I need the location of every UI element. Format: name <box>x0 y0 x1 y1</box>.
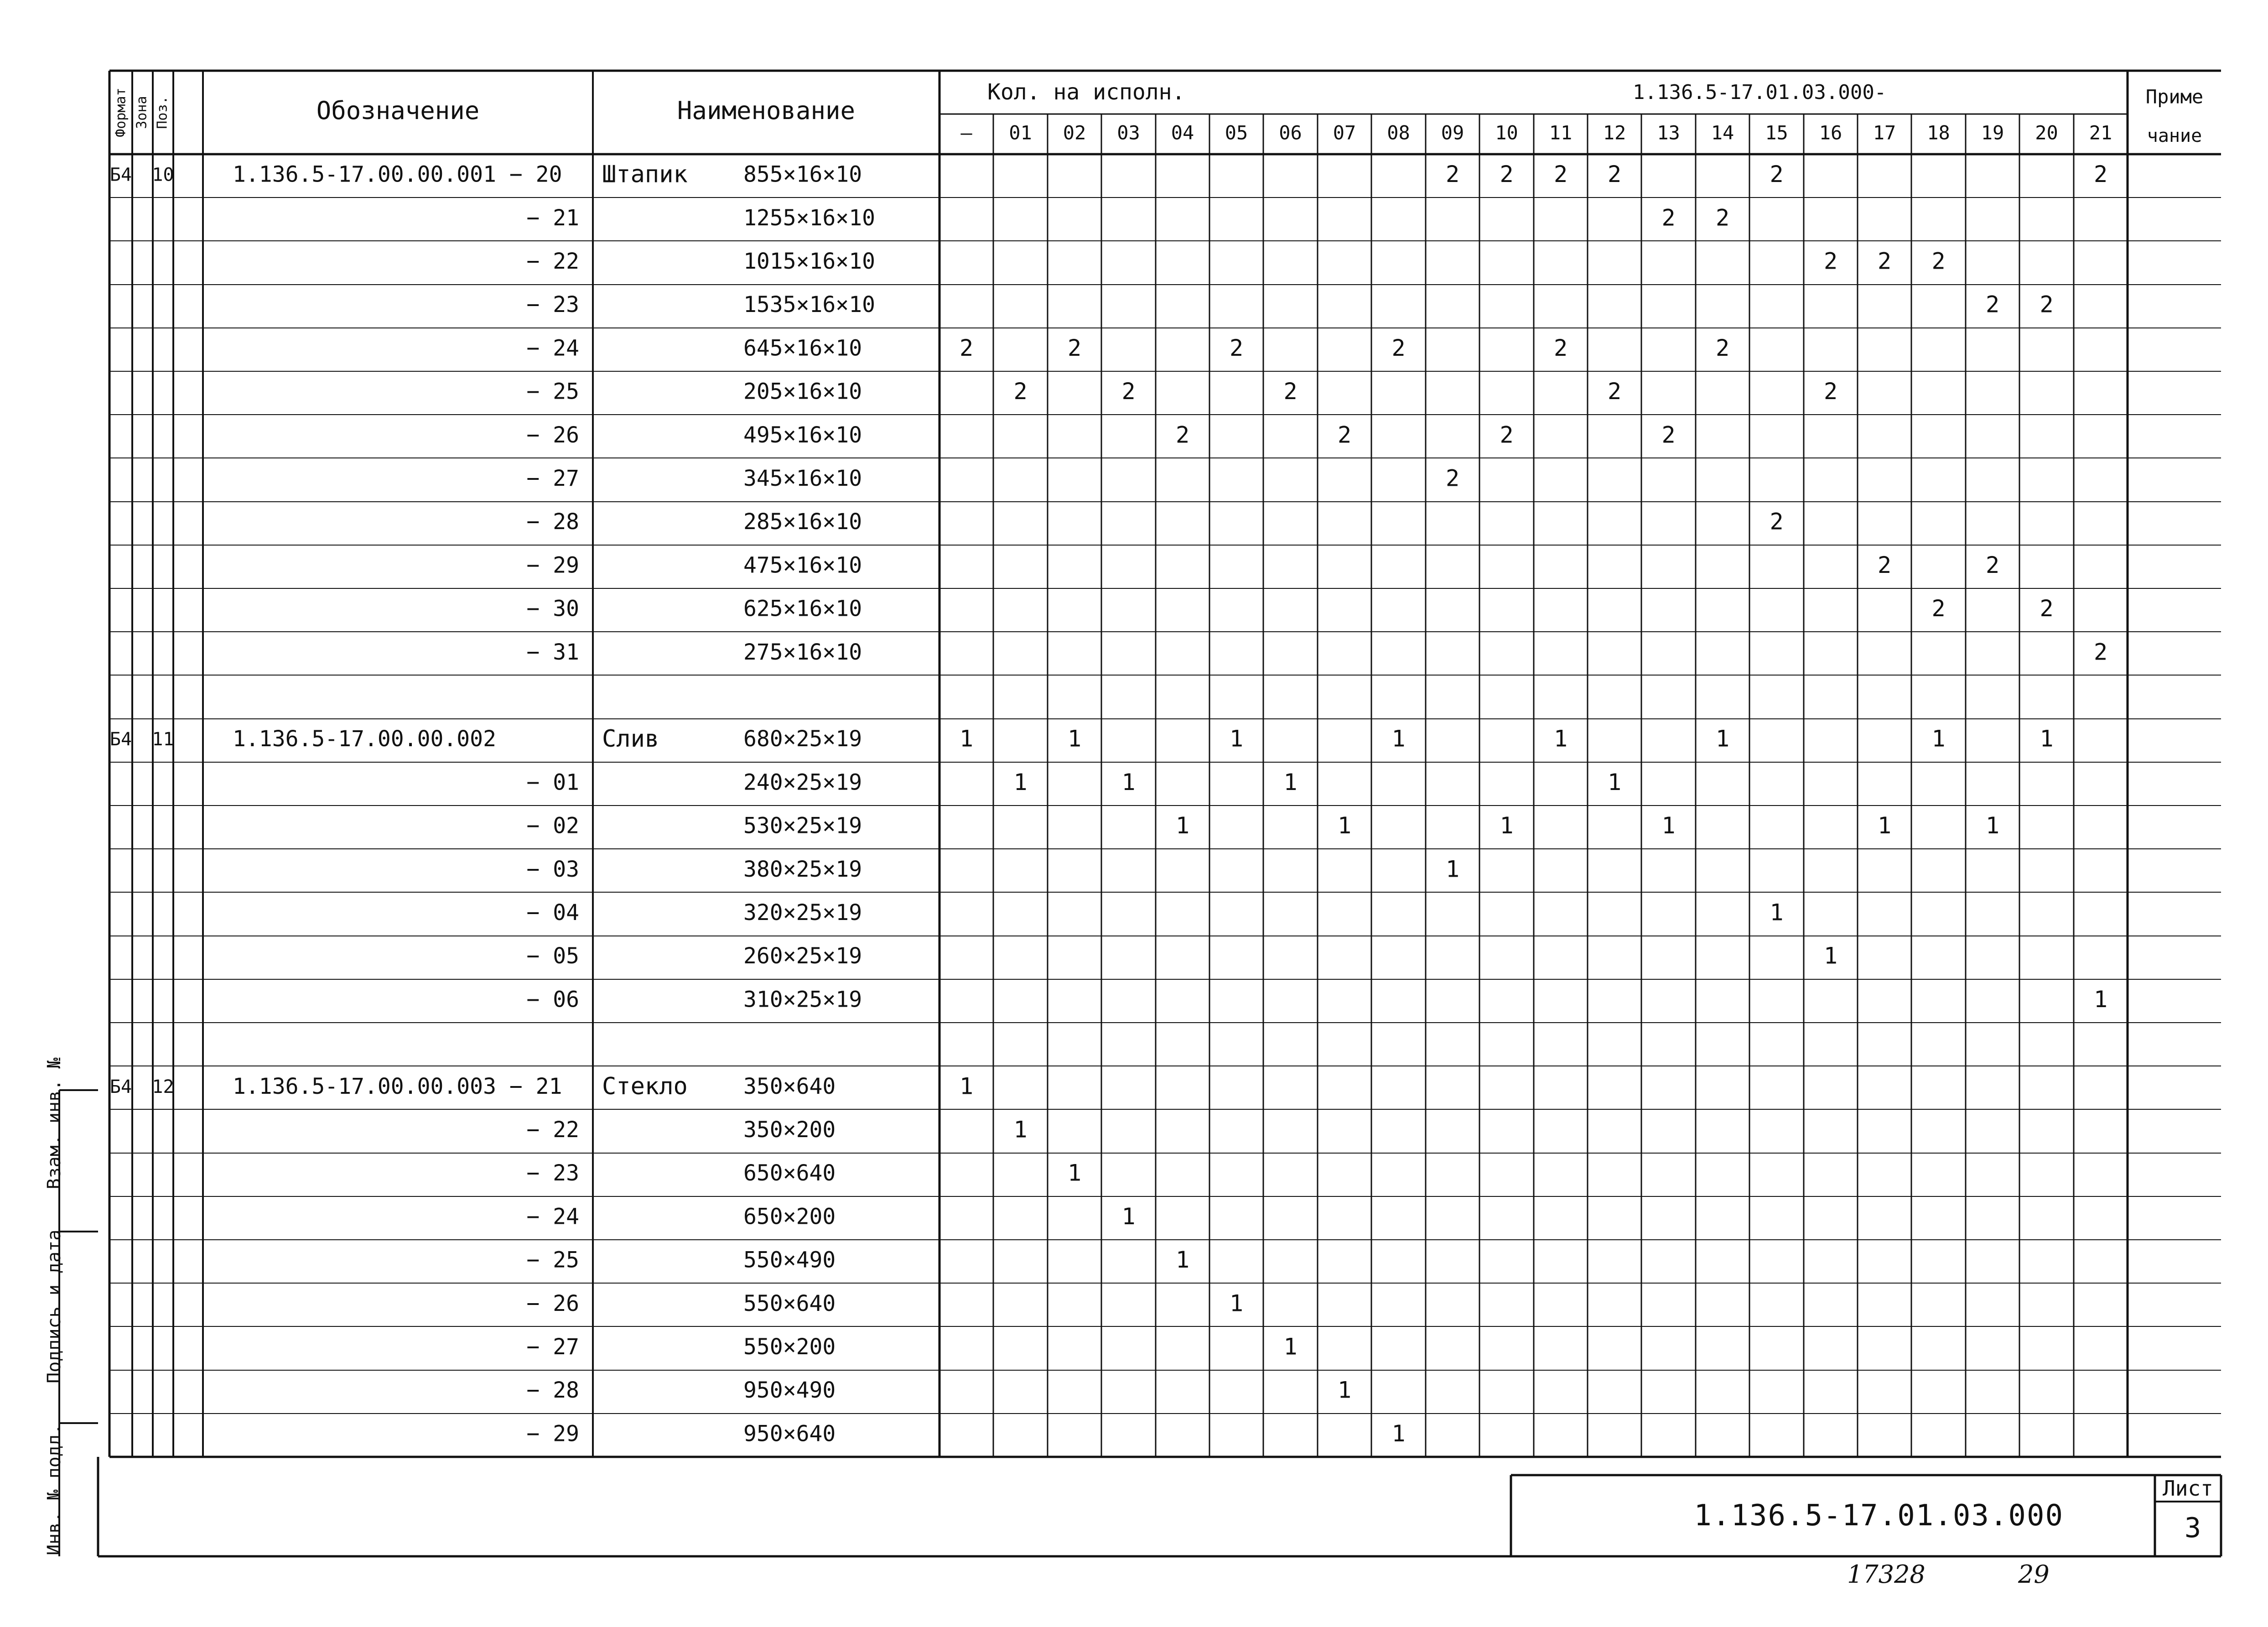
qty-value: 1 <box>1337 1377 1352 1403</box>
document-code: 1.136.5-17.01.03.000 <box>1694 1499 2064 1533</box>
qty-value: 2 <box>1877 551 1892 578</box>
variant-header: 05 <box>1225 121 1248 144</box>
qty-value: 2 <box>1607 378 1622 405</box>
row-pos: 11 <box>152 729 174 750</box>
row-size: 285×16×10 <box>743 509 862 535</box>
header-designation: Обозначение <box>316 96 480 125</box>
qty-value: 1 <box>1553 725 1568 752</box>
variant-header: 03 <box>1117 121 1140 144</box>
qty-value: 2 <box>1985 291 2000 318</box>
variant-header: 04 <box>1171 121 1194 144</box>
row-designation: − 25 <box>526 1247 579 1273</box>
variant-header: 13 <box>1657 121 1680 144</box>
qty-value: 2 <box>1553 161 1568 188</box>
sheet-number: 3 <box>2185 1512 2201 1544</box>
row-designation: − 06 <box>526 987 579 1013</box>
qty-value: 1 <box>1661 812 1676 839</box>
qty-value: 2 <box>1715 204 1730 231</box>
qty-value: 1 <box>1770 899 1784 926</box>
variant-header: 17 <box>1873 121 1896 144</box>
qty-value: 1 <box>1121 1203 1136 1230</box>
row-designation: − 23 <box>526 1160 579 1186</box>
variant-header: 12 <box>1603 121 1626 144</box>
row-designation: − 30 <box>526 596 579 622</box>
side-label-inv-dup: Взам. инв. № <box>44 1057 65 1190</box>
qty-value: 2 <box>1823 378 1838 405</box>
handwritten-inventory-number: 17328 <box>1847 1560 1925 1589</box>
side-label-inv-orig: Инв. № подл. <box>44 1424 65 1555</box>
qty-value: 2 <box>1823 248 1838 275</box>
row-pos: 10 <box>152 164 174 186</box>
row-size: 320×25×19 <box>743 900 862 925</box>
qty-value: 2 <box>1607 161 1622 188</box>
sheet-label: Лист <box>2163 1476 2213 1501</box>
qty-value: 1 <box>2040 725 2054 752</box>
qty-value: 2 <box>1067 334 1082 361</box>
qty-value: 1 <box>1391 725 1406 752</box>
qty-value: 2 <box>1931 595 1946 622</box>
row-size: 1015×16×10 <box>743 249 875 274</box>
header-qty-title: Кол. на исполн. <box>987 79 1185 105</box>
row-size: 350×200 <box>743 1117 836 1143</box>
row-size: 240×25×19 <box>743 769 862 795</box>
row-format: Б4 <box>109 164 132 186</box>
qty-value: 1 <box>1229 725 1244 752</box>
row-designation: − 26 <box>526 422 579 448</box>
row-size: 625×16×10 <box>743 596 862 622</box>
row-pos: 12 <box>152 1076 174 1097</box>
qty-value: 2 <box>1553 334 1568 361</box>
row-designation: − 31 <box>526 639 579 665</box>
qty-value: 1 <box>1121 769 1136 795</box>
side-label-strip <box>44 1058 65 1556</box>
variant-header: 20 <box>2035 121 2058 144</box>
qty-value: 1 <box>1175 1247 1190 1274</box>
header-pos: Поз. <box>154 96 171 129</box>
qty-value: 2 <box>1445 161 1460 188</box>
row-designation: − 29 <box>526 552 579 578</box>
row-name: Слив <box>602 725 659 753</box>
variant-header: — <box>960 121 972 144</box>
header-format: Формат <box>113 88 129 137</box>
handwritten-page-number: 29 <box>2018 1560 2050 1589</box>
qty-value: 2 <box>1770 161 1784 188</box>
variant-header: 11 <box>1549 121 1573 144</box>
qty-value: 2 <box>1661 204 1676 231</box>
qty-value: 1 <box>1500 812 1514 839</box>
variant-header: 16 <box>1819 121 1842 144</box>
row-designation: − 21 <box>526 205 579 231</box>
row-designation: − 02 <box>526 813 579 839</box>
qty-value: 1 <box>1715 725 1730 752</box>
qty-value: 2 <box>2040 595 2054 622</box>
row-size: 855×16×10 <box>743 161 862 187</box>
row-size: 530×25×19 <box>743 813 862 839</box>
row-size: 650×200 <box>743 1204 836 1230</box>
variant-header: 14 <box>1711 121 1734 144</box>
qty-value: 1 <box>959 725 974 752</box>
qty-value: 2 <box>2093 639 2108 665</box>
row-designation: − 24 <box>526 1204 579 1230</box>
variant-header: 09 <box>1441 121 1464 144</box>
row-designation: − 25 <box>526 379 579 405</box>
row-format: Б4 <box>109 1076 132 1097</box>
row-size: 645×16×10 <box>743 335 862 361</box>
qty-value: 1 <box>1985 812 2000 839</box>
qty-value: 2 <box>1013 378 1028 405</box>
row-size: 350×640 <box>743 1073 836 1099</box>
row-size: 475×16×10 <box>743 552 862 578</box>
row-designation: − 22 <box>526 249 579 274</box>
row-size: 1535×16×10 <box>743 292 875 318</box>
row-designation: − 29 <box>526 1421 579 1447</box>
row-size: 345×16×10 <box>743 466 862 491</box>
row-designation: − 28 <box>526 509 579 535</box>
row-size: 260×25×19 <box>743 943 862 969</box>
qty-value: 2 <box>1121 378 1136 405</box>
qty-value: 2 <box>2040 291 2054 318</box>
qty-value: 2 <box>1877 248 1892 275</box>
row-designation: − 24 <box>526 335 579 361</box>
row-designation: − 23 <box>526 292 579 318</box>
row-name: Стекло <box>602 1072 688 1100</box>
variant-header: 07 <box>1333 121 1356 144</box>
qty-value: 2 <box>1445 465 1460 492</box>
variant-header: 18 <box>1927 121 1950 144</box>
qty-value: 1 <box>1013 769 1028 795</box>
qty-value: 1 <box>1391 1420 1406 1447</box>
qty-value: 2 <box>1770 508 1784 535</box>
variant-header: 10 <box>1495 121 1518 144</box>
row-size: 1255×16×10 <box>743 205 875 231</box>
qty-value: 1 <box>1877 812 1892 839</box>
variant-header: 21 <box>2089 121 2112 144</box>
row-size: 550×490 <box>743 1247 836 1273</box>
qty-value: 2 <box>1337 421 1352 448</box>
row-designation: − 26 <box>526 1290 579 1316</box>
qty-value: 1 <box>1067 1159 1082 1186</box>
qty-value: 2 <box>1391 334 1406 361</box>
qty-value: 1 <box>1445 856 1460 883</box>
row-designation: 1.136.5-17.00.00.003 − 21 <box>233 1073 562 1099</box>
variant-header: 08 <box>1387 121 1410 144</box>
qty-value: 1 <box>1283 769 1297 795</box>
row-designation: − 04 <box>526 900 579 925</box>
qty-value: 1 <box>1337 812 1352 839</box>
row-name: Штапик <box>602 161 688 188</box>
row-designation: − 03 <box>526 856 579 882</box>
header-name: Наименование <box>677 96 856 125</box>
qty-value: 1 <box>1607 769 1622 795</box>
row-size: 680×25×19 <box>743 726 862 752</box>
qty-value: 2 <box>1500 161 1514 188</box>
qty-value: 1 <box>1067 725 1082 752</box>
qty-value: 1 <box>1229 1290 1244 1317</box>
row-designation: 1.136.5-17.00.00.001 − 20 <box>233 161 562 187</box>
variant-header: 19 <box>1981 121 2004 144</box>
row-designation: − 01 <box>526 769 579 795</box>
qty-value: 2 <box>959 334 974 361</box>
qty-value: 1 <box>1823 942 1838 969</box>
variant-header: 02 <box>1063 121 1086 144</box>
variant-header: 15 <box>1765 121 1788 144</box>
qty-value: 2 <box>1985 551 2000 578</box>
qty-value: 2 <box>1283 378 1297 405</box>
variant-header: 06 <box>1279 121 1302 144</box>
qty-value: 1 <box>1931 725 1946 752</box>
qty-value: 2 <box>1715 334 1730 361</box>
row-designation: − 22 <box>526 1117 579 1143</box>
row-size: 275×16×10 <box>743 639 862 665</box>
row-size: 310×25×19 <box>743 987 862 1013</box>
row-designation: − 27 <box>526 1334 579 1360</box>
row-size: 550×640 <box>743 1290 836 1316</box>
variant-header: 01 <box>1009 121 1032 144</box>
row-size: 495×16×10 <box>743 422 862 448</box>
qty-value: 1 <box>1175 812 1190 839</box>
stamp-title-box <box>1511 1475 2155 1556</box>
qty-value: 1 <box>2093 986 2108 1013</box>
qty-value: 2 <box>2093 161 2108 188</box>
header-note-top: Приме <box>2145 85 2204 108</box>
row-designation: − 05 <box>526 943 579 969</box>
qty-value: 2 <box>1175 421 1190 448</box>
row-size: 550×200 <box>743 1334 836 1360</box>
row-format: Б4 <box>109 729 132 750</box>
row-size: 950×490 <box>743 1377 836 1403</box>
qty-value: 2 <box>1931 248 1946 275</box>
qty-value: 2 <box>1229 334 1244 361</box>
qty-value: 2 <box>1661 421 1676 448</box>
row-size: 380×25×19 <box>743 856 862 882</box>
qty-value: 1 <box>1283 1333 1297 1360</box>
row-size: 650×640 <box>743 1160 836 1186</box>
row-size: 205×16×10 <box>743 379 862 405</box>
header-qty-document: 1.136.5-17.01.03.000- <box>1633 81 1887 104</box>
qty-value: 1 <box>1013 1116 1028 1143</box>
header-note-bottom: чание <box>2147 125 2202 146</box>
side-label-sign-date: Подпись и дата <box>44 1229 65 1383</box>
qty-value: 1 <box>959 1073 974 1100</box>
row-designation: − 28 <box>526 1377 579 1403</box>
row-size: 950×640 <box>743 1421 836 1447</box>
qty-value: 2 <box>1500 421 1514 448</box>
row-designation: − 27 <box>526 466 579 491</box>
header-zone: Зона <box>134 96 150 129</box>
row-designation: 1.136.5-17.00.00.002 <box>233 726 496 752</box>
